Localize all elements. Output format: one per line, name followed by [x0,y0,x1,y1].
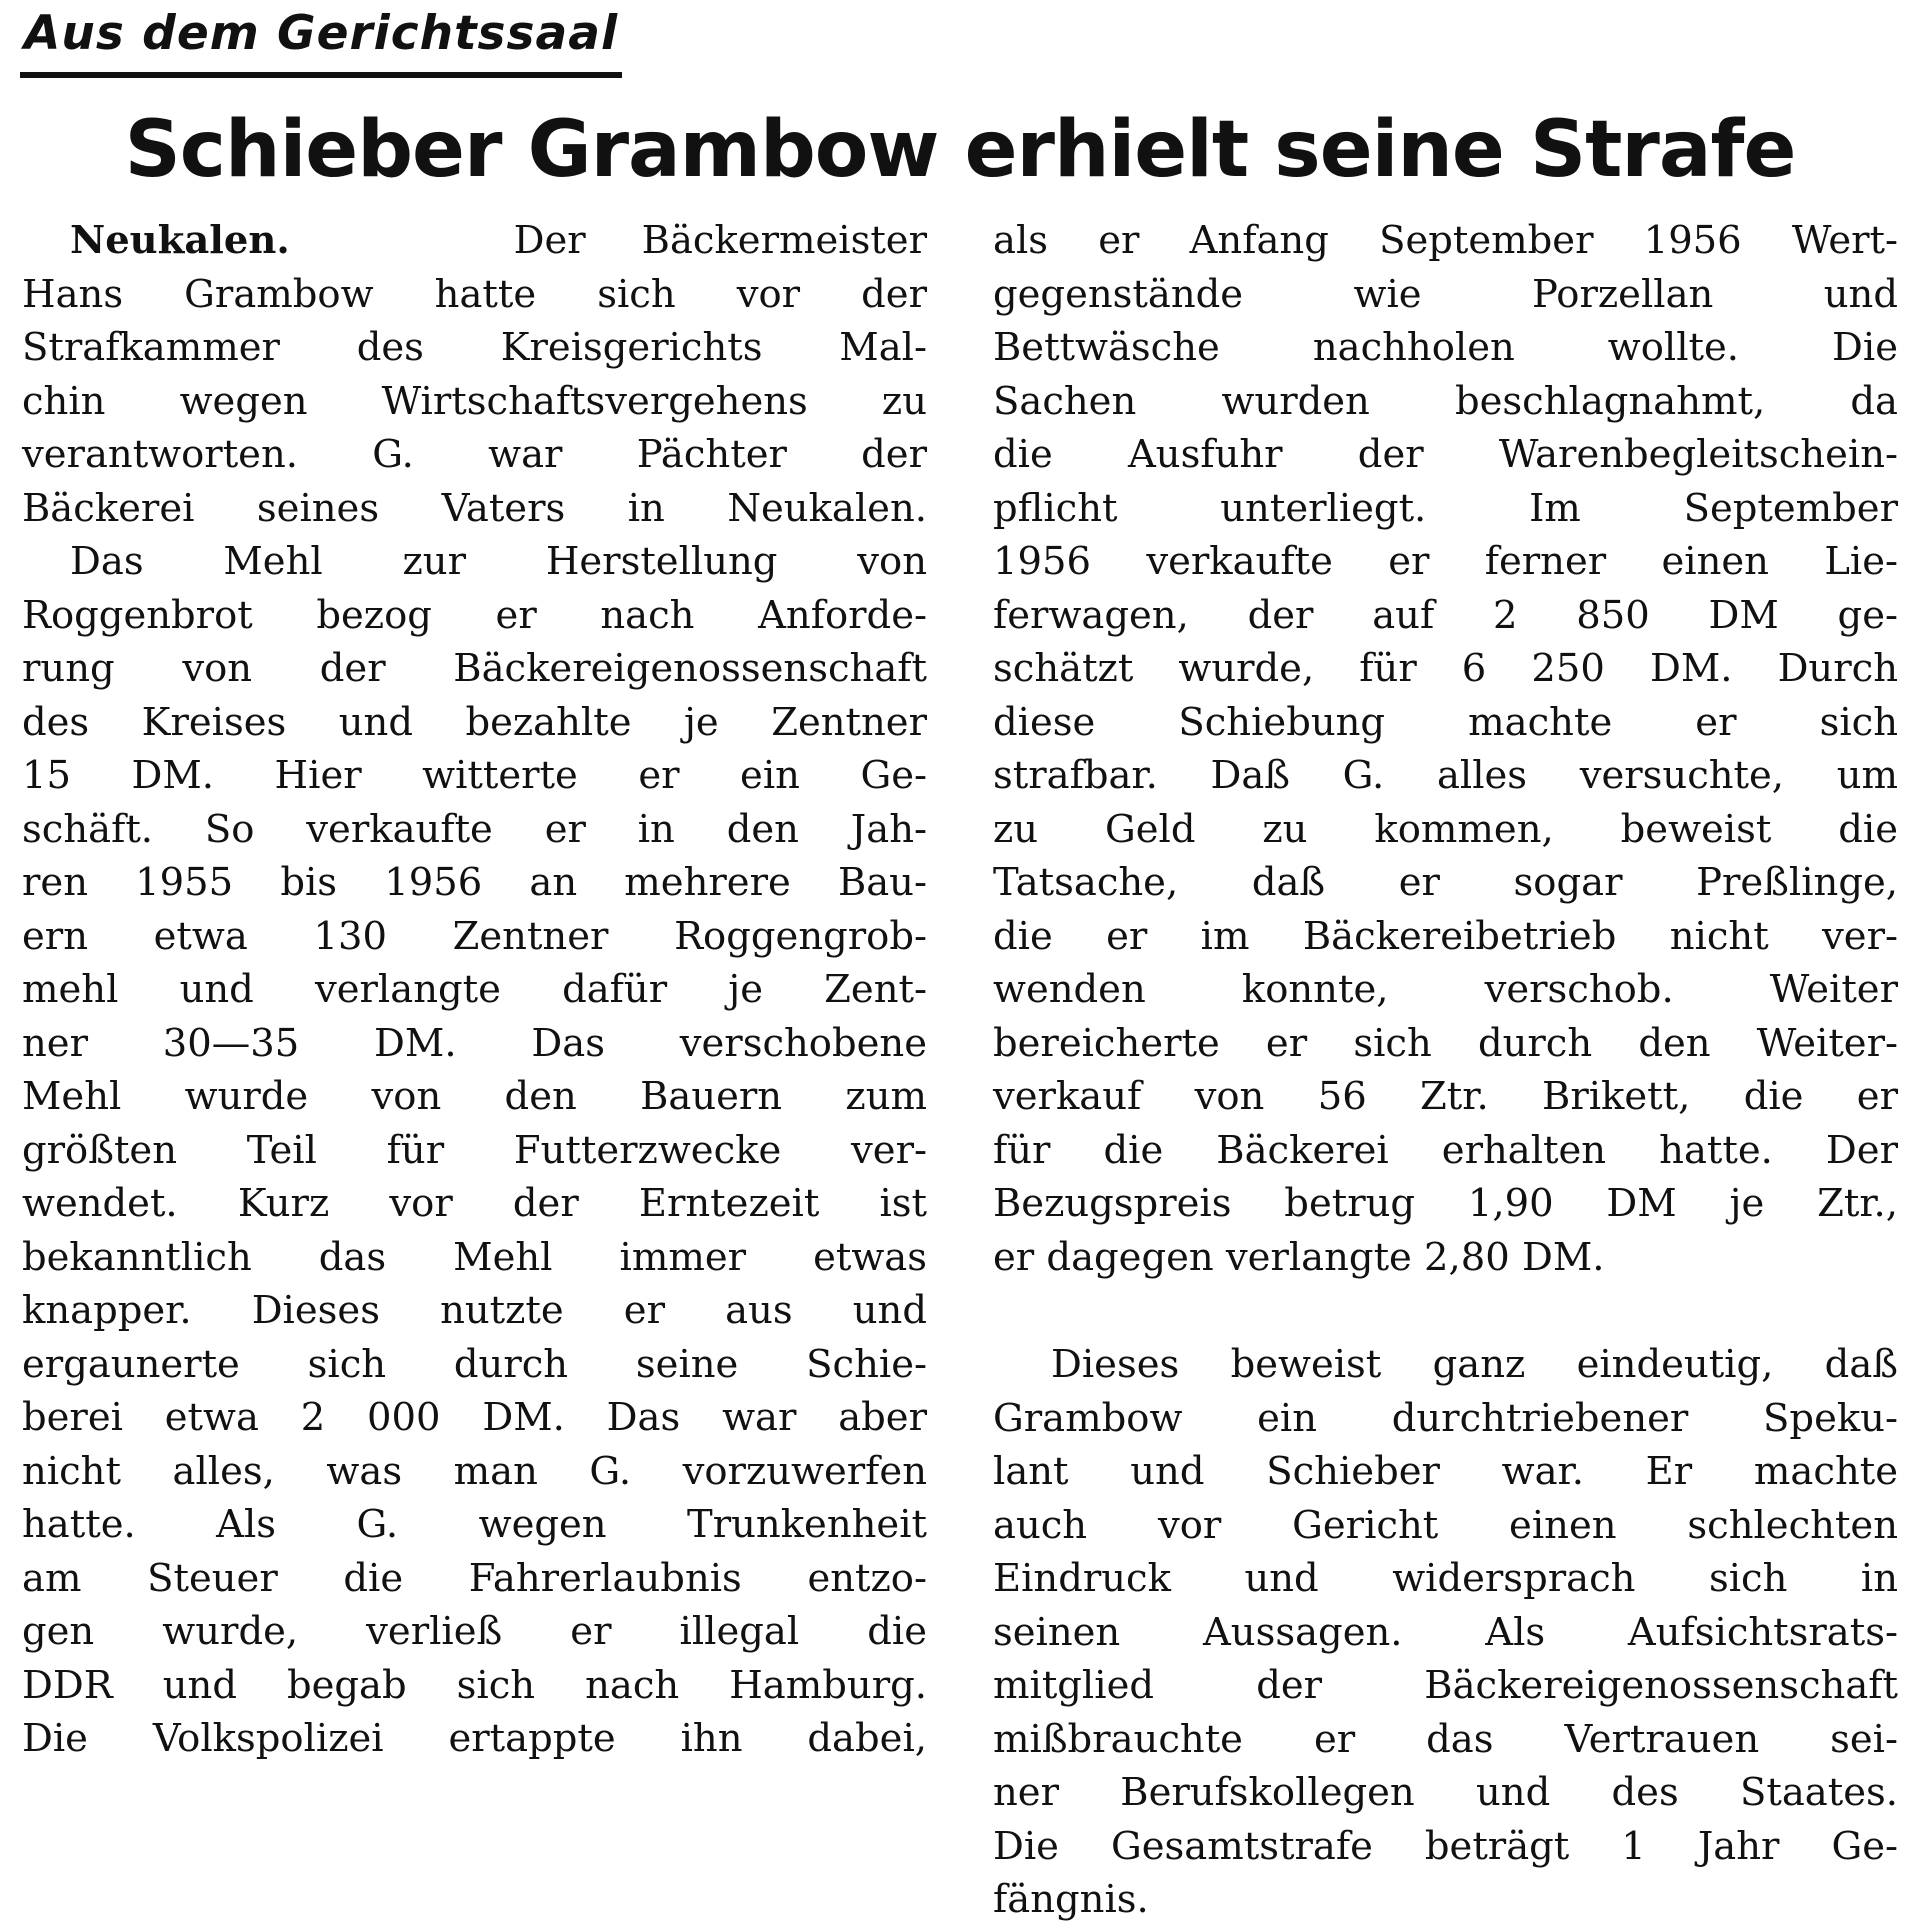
article-line: auch vor Gericht einen schlechten [993,1502,1898,1548]
article-line: ferwagen, der auf 2 850 DM ge- [993,592,1898,638]
article-line: hatte. Als G. wegen Trunkenheit [22,1502,927,1547]
article-line: zu Geld zu kommen, beweist die [993,806,1898,852]
article-line-text: Der Bäckermeister [513,218,927,263]
dateline-place: Neukalen. [70,218,290,263]
paragraph-gap [993,1284,1898,1338]
article-line: er dagegen verlangte 2,80 DM. [993,1234,1605,1280]
article-line: schätzt wurde, für 6 250 DM. Durch [993,646,1898,691]
article-line: wendet. Kurz vor der Erntezeit ist [22,1181,927,1226]
article-line: Strafkammer des Kreisgerichts Mal- [22,325,927,370]
article-line: ergaunerte sich durch seine Schie- [22,1341,927,1387]
article-headline: Schieber Grambow erhielt seine Strafe [124,105,1796,195]
article-line: ern etwa 130 Zentner Roggengrob- [22,913,927,959]
article-line: verantworten. G. war Pächter der [22,432,927,477]
article-line: diese Schiebung machte er sich [993,699,1898,745]
article-line: als er Anfang September 1956 Wert- [993,218,1898,263]
article-line: mehl und verlangte dafür je Zent- [22,967,927,1012]
article-line: rung von der Bäckereigenossenschaft [22,646,927,691]
article-line: seinen Aussagen. Als Aufsichtsrats- [993,1609,1898,1655]
article-line: des Kreises und bezahlte je Zentner [22,699,927,745]
article-line: schäft. So verkaufte er in den Jah- [22,806,927,852]
article-line: Tatsache, daß er sogar Preßlinge, [993,860,1898,905]
article-line: Roggenbrot bezog er nach Anforde- [22,592,927,638]
article-line: bekanntlich das Mehl immer etwas [22,1234,927,1280]
article-line: verkauf von 56 Ztr. Brikett, die er [993,1074,1898,1119]
article-line: größten Teil für Futterzwecke ver- [22,1127,927,1173]
article-line: Die Gesamtstrafe beträgt 1 Jahr Ge- [993,1823,1898,1869]
article-line: ner 30—35 DM. Das verschobene [22,1020,927,1066]
article-line: Bettwäsche nachholen wollte. Die [993,325,1898,370]
article-column-left [22,214,927,1766]
article-line: die er im Bäckereibetrieb nicht ver- [993,913,1898,959]
article-line: Sachen wurden beschlagnahmt, da [993,378,1898,424]
article-line: Die Volkspolizei ertappte ihn dabei, [22,1716,927,1761]
article-line: gegenstände wie Porzellan und [993,271,1898,317]
article-line: Hans Grambow hatte sich vor der [22,271,927,317]
article-line: Bezugspreis betrug 1,90 DM je Ztr., [993,1181,1898,1226]
article-line: Bäckerei seines Vaters in Neukalen. [22,485,927,531]
article-line: nicht alles, was man G. vorzuwerfen [22,1448,927,1494]
article-line: Das Mehl zur Herstellung von [70,539,927,584]
article-line: pflicht unterliegt. Im September [993,485,1898,531]
article-line: die Ausfuhr der Warenbegleitschein- [993,432,1898,477]
article-line: gen wurde, verließ er illegal die [22,1609,927,1654]
article-line: bereicherte er sich durch den Weiter- [993,1020,1898,1066]
article-line: berei etwa 2 000 DM. Das war aber [22,1395,927,1440]
article-line: 1956 verkaufte er ferner einen Lie- [993,539,1898,584]
article-line: fängnis. [993,1877,1149,1922]
article-line: knapper. Dieses nutzte er aus und [22,1288,927,1333]
article-line: wenden konnte, verschob. Weiter [993,967,1898,1012]
article-line: Mehl wurde von den Bauern zum [22,1074,927,1119]
article-line: ner Berufskollegen und des Staates. [993,1770,1898,1815]
article-line: strafbar. Daß G. alles versuchte, um [993,753,1898,798]
article-line: ren 1955 bis 1956 an mehrere Bau- [22,860,927,905]
article-line: mißbrauchte er das Vertrauen sei- [993,1716,1898,1762]
article-line: mitglied der Bäckereigenossenschaft [993,1663,1898,1708]
article-column-right [993,214,1898,1927]
article-line: chin wegen Wirtschaftsvergehens zu [22,378,927,424]
article-line [22,214,927,268]
article-line: lant und Schieber war. Er machte [993,1449,1898,1494]
article-line: Grambow ein durchtriebener Speku- [993,1395,1898,1441]
section-rubric: Aus dem Gerichtssaal [20,2,622,78]
article-line: 15 DM. Hier witterte er ein Ge- [22,753,927,798]
article-line: DDR und begab sich nach Hamburg. [22,1662,927,1708]
article-line: für die Bäckerei erhalten hatte. Der [993,1127,1898,1173]
article-line: am Steuer die Fahrerlaubnis entzo- [22,1555,927,1601]
article-line: Dieses beweist ganz eindeutig, daß [1051,1342,1898,1387]
article-line: Eindruck und widersprach sich in [993,1556,1898,1601]
